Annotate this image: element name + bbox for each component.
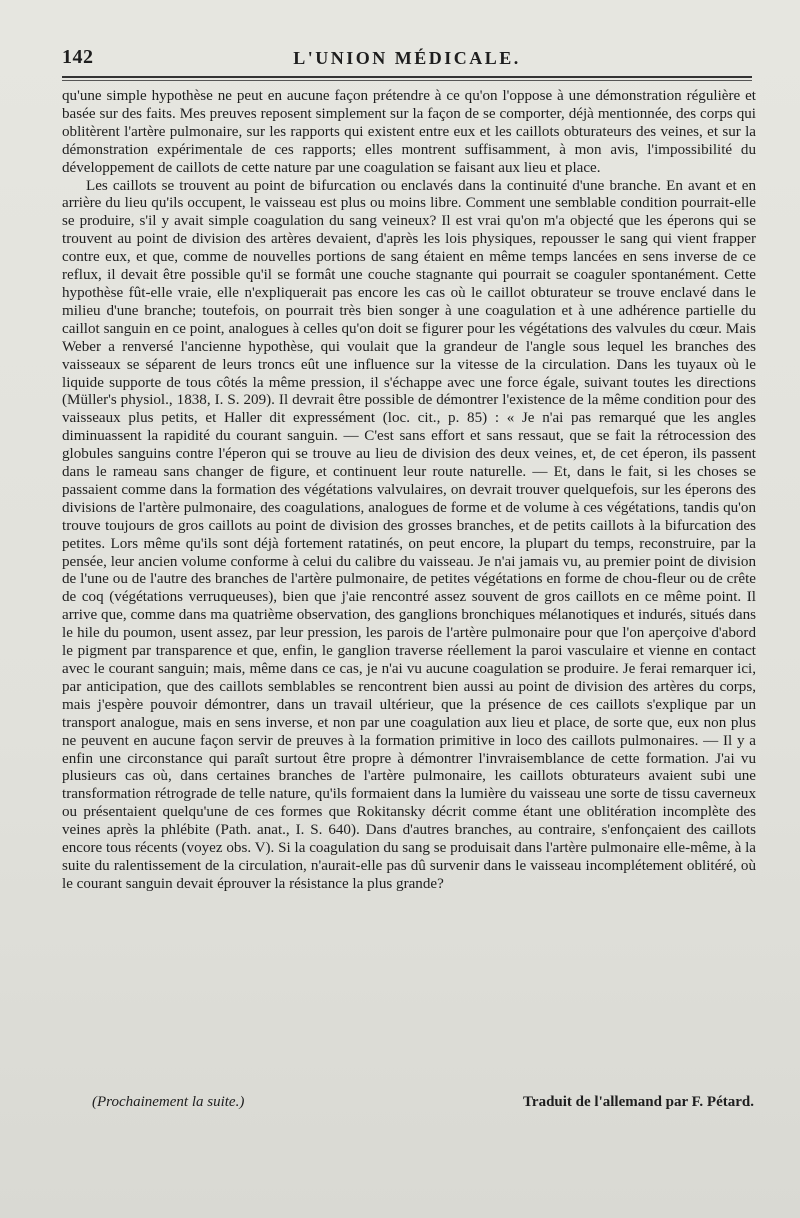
article-body [62, 88, 756, 894]
article-footer [92, 1094, 754, 1116]
paragraph-2: Les caillots se trouvent au point de bifurcation ou enclavés dans la continuité d'une branche. En avant et en arrière du lieu qu'ils occupent, le vaisseau est plus ou moins libre. Comment une semblable condition pourrait-elle se produire, s'il y avait simple coagulation du sang veineux? Il est vrai qu'on m'a objecté que les éperons qui se trouvent au point de division des artères devaient, d'après les lois physiques, repousser le sang qui vient frapper contre eux, et que, comme de nouvelles portions de sang étaient en même temps lancées en sens inverse de ce reflux, il devait être possible qu'il se formât une couche stagnante qui pourrait se coaguler spontanément. Cette hypothèse fût-elle vraie, elle n'expliquerait pas encore les cas où le caillot obturateur se trouve enclavé dans le milieu d'une branche; toutefois, on pourrait très bien songer à une coagulation et à une adhérence partielle du caillot sanguin en ce point, analogues à celles qu'on doit se figurer pour les végétations des valvules du cœur. Mais Weber a renversé l'ancienne hypothèse, qui voulait que la grandeur de l'angle sous lequel les branches des vaisseaux se séparent de leurs troncs eût une influence sur la vitesse de la circulation. Dans les tuyaux où le liquide supporte de tous côtés la même pression, il s'échappe avec une force égale, suivant toutes les directions (Müller's physiol., 1838, I. S. 209). Il devrait être possible de démontrer l'existence de la même condition pour des vaisseaux plus petits, et Haller dit expressément (loc. cit., p. 85) : « Je n'ai pas remarqué que les angles diminuassent la rapidité du courant sanguin. — C'est sans effort et sans ressaut, que se fait la rétrocession des globules sanguins contre l'éperon qui se trouve au lieu de division des deux veines, et, de cet éperon, ils passent dans le rameau sans changer de figure, et continuent leur route naturelle. — Et, dans le fait, si les choses se passaient comme dans la formation des végétations valvulaires, on devrait trouver quelquefois, sur les éperons des divisions de l'artère pulmonaire, des coagulations, analogues de forme et de volume à ces végétations, tandis qu'on trouve toujours de gros caillots au point de division des grosses branches, et de petits caillots à la bifurcation des petites. Lors même qu'ils sont déjà fortement ratatinés, on peut encore, la plupart du temps, reconstruire, par la pensée, leur ancien volume conforme à celui du calibre du vaisseau. Je n'ai jamais vu, au premier point de division de l'une ou de l'autre des branches de l'artère pulmonaire, de petites végétations en forme de chou-fleur ou de crête de coq (végétations verruqueuses), bien que j'aie rencontré assez souvent de gros caillots en ce même point. Il arrive que, comme dans ma quatrième observation, des ganglions bronchiques mélanotiques et indurés, situés dans le hile du poumon, usent assez, par leur pression, les parois de l'artère pulmonaire pour que l'on aperçoive d'abord le pigment par transparence et que, enfin, le ganglion traverse réellement la paroi vasculaire et vienne en contact avec le courant sanguin; mais, même dans ce cas, je n'ai vu aucune coagulation se produire. Je ferai remarquer ici, par anticipation, que des caillots semblables se rencontrent bien aussi au point de division des artères du corps, mais j'espère pouvoir démontrer, dans un travail ultérieur, que la présence de ces caillots s'explique par un transport analogue, mais en sens inverse, et non par une coagulation aux lieu et place, de sorte que, eux non plus ne peuvent en aucune façon servir de preuves à la formation primitive in loco des caillots pulmonaires. — Il y a enfin une circonstance qui paraît surtout être propre à démontrer l'invraisemblance de cette formation. J'ai vu plusieurs cas où, dans certaines branches de l'artère pulmonaire, les caillots obturateurs avaient subi une transformation rétrograde de telle nature, qu'ils formaient dans la lumière du vaisseau une sorte de tissu caverneux ou présentaient quelqu'une de ces formes que Rokitansky décrit comme étant une oblitération incomplète des veines après la phlébite (Path. anat., I. S. 640). Dans d'autres branches, au contraire, s'enfonçaient des caillots encore tous récents (voyez obs. V). Si la coagulation du sang se produisait dans l'artère pulmonaire elle-même, à la suite du ralentissement de la circulation, n'aurait-elle pas dû survenir dans le vaisseau incomplétement oblitéré, où le courant sanguin devait éprouver la résistance la plus grande? [62, 177, 756, 892]
page-header [62, 46, 752, 74]
header-rule-thin [62, 80, 752, 81]
continued-note: (Prochainement la suite.) [92, 1094, 245, 1110]
page-number: 142 [62, 46, 94, 68]
translator-credit: Traduit de l'allemand par F. Pétard. [523, 1094, 754, 1110]
running-title: L'UNION MÉDICALE. [293, 48, 521, 68]
header-rule [62, 76, 752, 78]
paragraph-1: qu'une simple hypothèse ne peut en aucune façon prétendre à ce qu'on l'oppose à une démonstration régulière et basée sur des faits. Mes preuves reposent simplement sur la façon de se comporter, déjà mentionnée, des corps qui oblitèrent l'artère pulmonaire, sur les rapports qui existent entre eux et les caillots obturateurs des veines, et sur la démonstration expérimentale de ces rapports; elles montrent suffisamment, à mon avis, l'impossibilité du développement de caillots de cette nature par une coagulation se faisant aux lieu et place. [62, 88, 756, 176]
